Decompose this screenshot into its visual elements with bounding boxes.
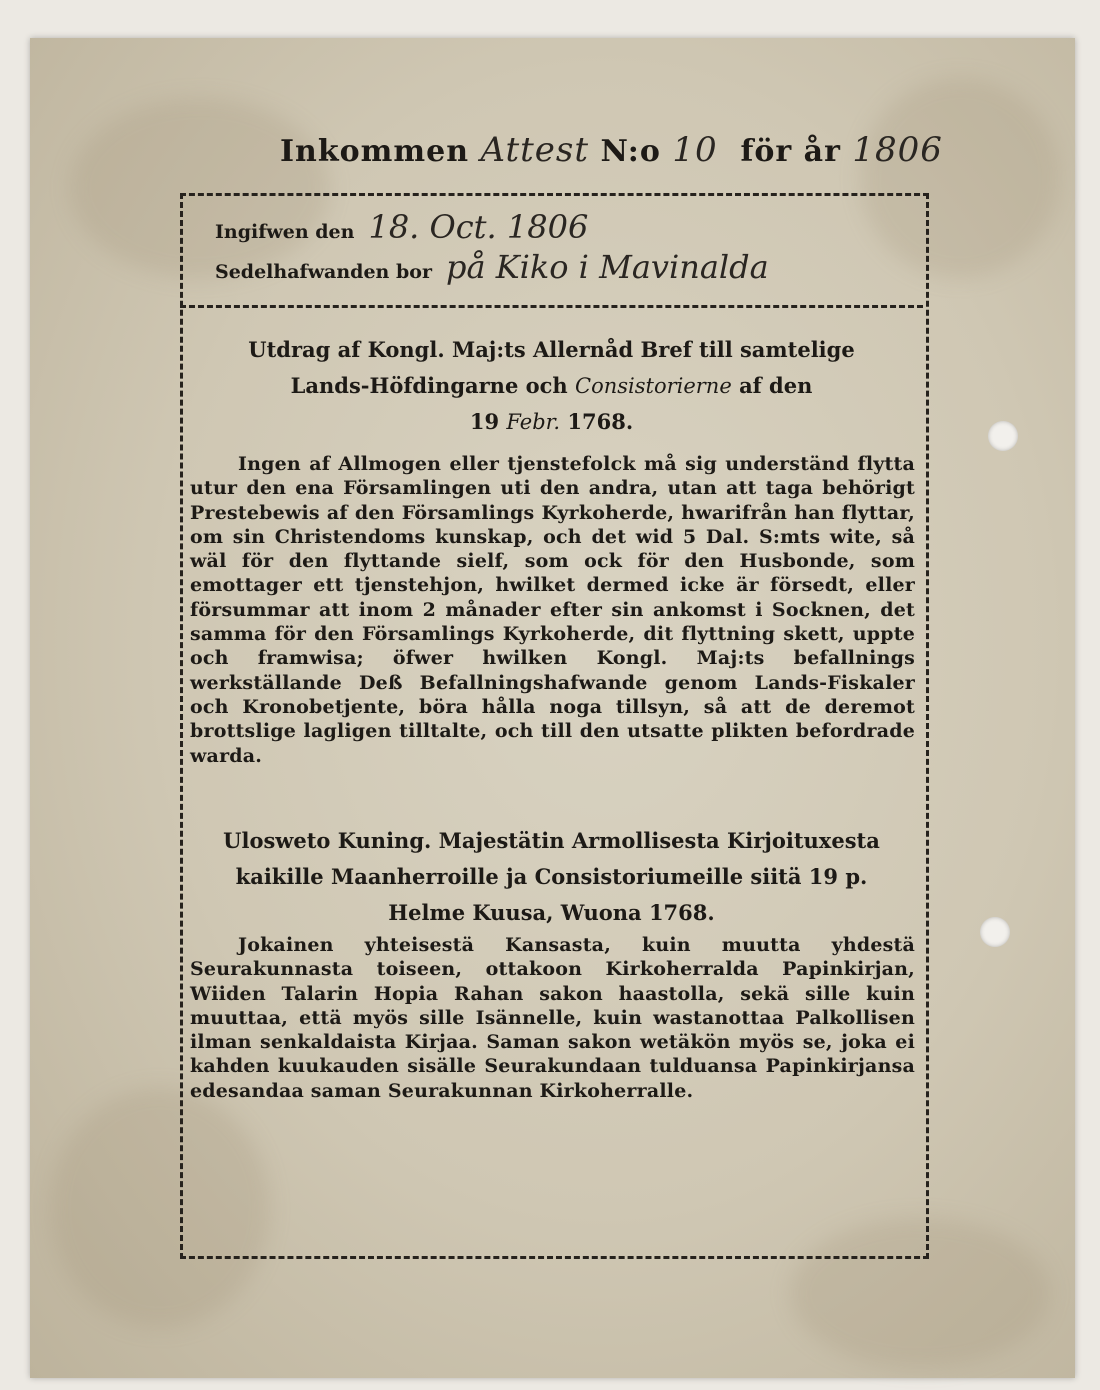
punch-hole (988, 421, 1018, 451)
incoming-label: Inkommen (280, 134, 470, 169)
swedish-title-line2: Lands-Höfdingarne och Consistorierne af den (290, 373, 813, 398)
certificate-year: 1806 (852, 130, 943, 170)
finnish-title-line1: Ulosweto Kuning. Majestätin Armollisesta Kirjoituxesta (223, 828, 880, 853)
resident-value: på Kiko i Mavinalda (445, 248, 769, 286)
swedish-title-line1: Utdrag af Kongl. Maj:ts Allernåd Bref till samtelige (248, 337, 855, 362)
number-label: N:o (600, 134, 661, 169)
certificate-number: 10 (672, 130, 718, 170)
finnish-title (180, 823, 923, 931)
year-label: för år (740, 134, 841, 169)
swedish-title-line3: 19 Febr. 1768. (469, 409, 634, 434)
punch-hole (980, 917, 1010, 947)
resident-field (215, 248, 769, 286)
attest-label: Attest (480, 130, 589, 170)
finnish-title-line2: kaikille Maanherroille ja Consistoriumeille siitä 19 p. (235, 864, 868, 889)
resident-label: Sedelhafwanden bor (215, 261, 432, 283)
submitted-label: Ingifwen den (215, 221, 355, 243)
finnish-title-line3: Helme Kuusa, Wuona 1768. (388, 900, 715, 925)
certificate-heading (280, 130, 943, 170)
finnish-body-text: Jokainen yhteisestä Kansasta, kuin muutta yhdestä Seurakunnasta toiseen, ottakoon Kirkoherralda Papinkirjan, Wiiden Talarin Hopia Rahan sakon haastolla, sekä sille kuin muuttaa, että myös sille Isännelle, kuin wastanottaa Palkollisen ilman senkaldaista Kirjaa. Saman sakon wetäkön myös se, joka ei kahden kuukauden sisälle Seurakundaan tulduansa Papinkirjansa edesandaa saman Seurakunnan Kirkoherralle. (190, 934, 915, 1102)
swedish-title (180, 332, 923, 440)
submitted-value: 18. Oct. 1806 (368, 208, 589, 246)
swedish-body-text: Ingen af Allmogen eller tjenstefolck må sig underständ flytta utur den ena Församlingen uti den andra, utan att taga behörigt Prestebewis af den Församlings Kyrkoherde, hwarifrån han flyttar, om sin Christendoms kunskap, och det wid 5 Dal. S:mts wite, så wäl för den flyttande sielf, som ock för den Husbonde, som emottager ett tjenstehjon, hwilket dermed icke är försedt, eller försummar att inom 2 månader efter sin ankomst i Socknen, det samma för den Församlings Kyrkoherde, dit flyttning skett, uppte och framwisa; öfwer hwilken Kongl. Maj:ts befallnings werkställande Deß Befallningshafwande genom Lands-Fiskaler och Kronobetjente, böra hålla noga tillsyn, så att de deremot brottslige lagligen tilltalte, och till den utsatte plikten befordrade warda. (190, 453, 915, 767)
submitted-date-field (215, 208, 588, 246)
section-divider (180, 305, 923, 308)
